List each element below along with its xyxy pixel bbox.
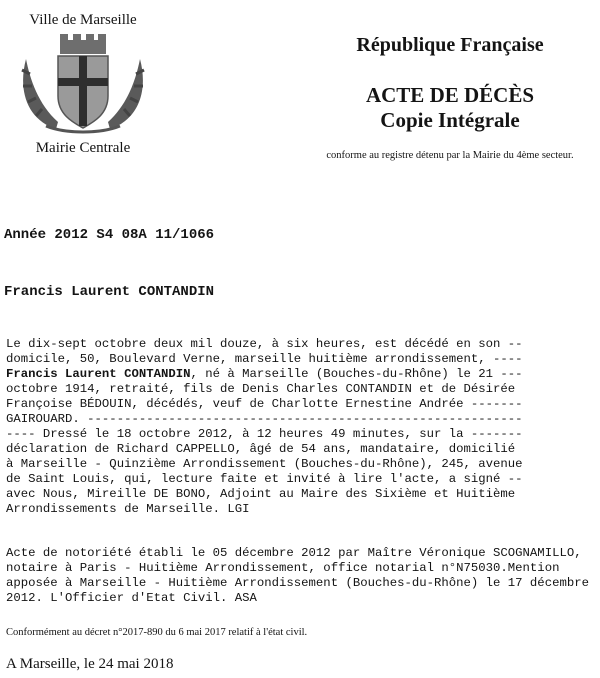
body-line: domicile, 50, Boulevard Verne, marseille huitième arrondissement, ---- (6, 352, 523, 366)
body-line: GAIROUARD. ----------------------------------------------------------- (6, 412, 523, 426)
body-line: Le dix-sept octobre deux mil douze, à six heures, est décédé en son -- (6, 337, 523, 351)
body-line: déclaration de Richard CAPPELLO, âgé de 54 ans, mandataire, domicilié (6, 442, 516, 456)
act-body (6, 337, 596, 517)
city-name: Ville de Marseille (29, 12, 137, 28)
body-line: Arrondissements de Marseille. LGI (6, 502, 250, 516)
place-and-date: A Marseille, le 24 mai 2018 (6, 656, 174, 672)
mention-line: 2012. L'Officier d'Etat Civil. ASA (6, 591, 257, 605)
body-line-rest: , né à Marseille (Bouches-du-Rhône) le 21 --- (190, 367, 523, 381)
conformity-note: conforme au registre détenu par la Mairie du 4ème secteur. (326, 150, 574, 161)
mention-line: apposée à Marseille - Huitième Arrondissement (Bouches-du-Rhône) le 17 décembre (6, 576, 589, 590)
city-emblem (8, 10, 158, 160)
marginal-mention (6, 546, 596, 606)
coat-of-arms-icon (16, 34, 150, 136)
document-title: ACTE DE DÉCÈS (365, 83, 535, 107)
mention-line: notaire à Paris - Huitième Arrondissement, office notarial n°N75030.Mention (6, 561, 560, 575)
republic-heading: République Française (356, 34, 544, 56)
body-line: avec Nous, Mireille DE BONO, Adjoint au Maire des Sixième et Huitième (6, 487, 516, 501)
body-line: Françoise BÉDOUIN, décédés, veuf de Charlotte Ernestine Andrée ------- (6, 397, 523, 411)
mairie-name: Mairie Centrale (35, 140, 131, 156)
deceased-name: Francis Laurent CONTANDIN (4, 284, 215, 300)
body-name-bold: Francis Laurent CONTANDIN (6, 367, 191, 381)
body-line: de Saint Louis, qui, lecture faite et invité à lire l'acte, a signé -- (6, 472, 523, 486)
decree-note: Conformément au décret n°2017-890 du 6 mai 2017 relatif à l'état civil. (6, 627, 308, 638)
body-line: ---- Dressé le 18 octobre 2012, à 12 heures 49 minutes, sur la ------- (6, 427, 523, 441)
body-line (6, 367, 596, 382)
body-line: octobre 1914, retraité, fils de Denis Charles CONTANDIN et de Désirée (6, 382, 516, 396)
mention-line: Acte de notoriété établi le 05 décembre 2012 par Maître Véronique SCOGNAMILLO, (6, 546, 582, 560)
body-line: à Marseille - Quinzième Arrondissement (Bouches-du-Rhône), 245, avenue (6, 457, 523, 471)
record-reference: Année 2012 S4 08A 11/1066 (4, 227, 215, 243)
document-subtitle: Copie Intégrale (380, 108, 520, 132)
